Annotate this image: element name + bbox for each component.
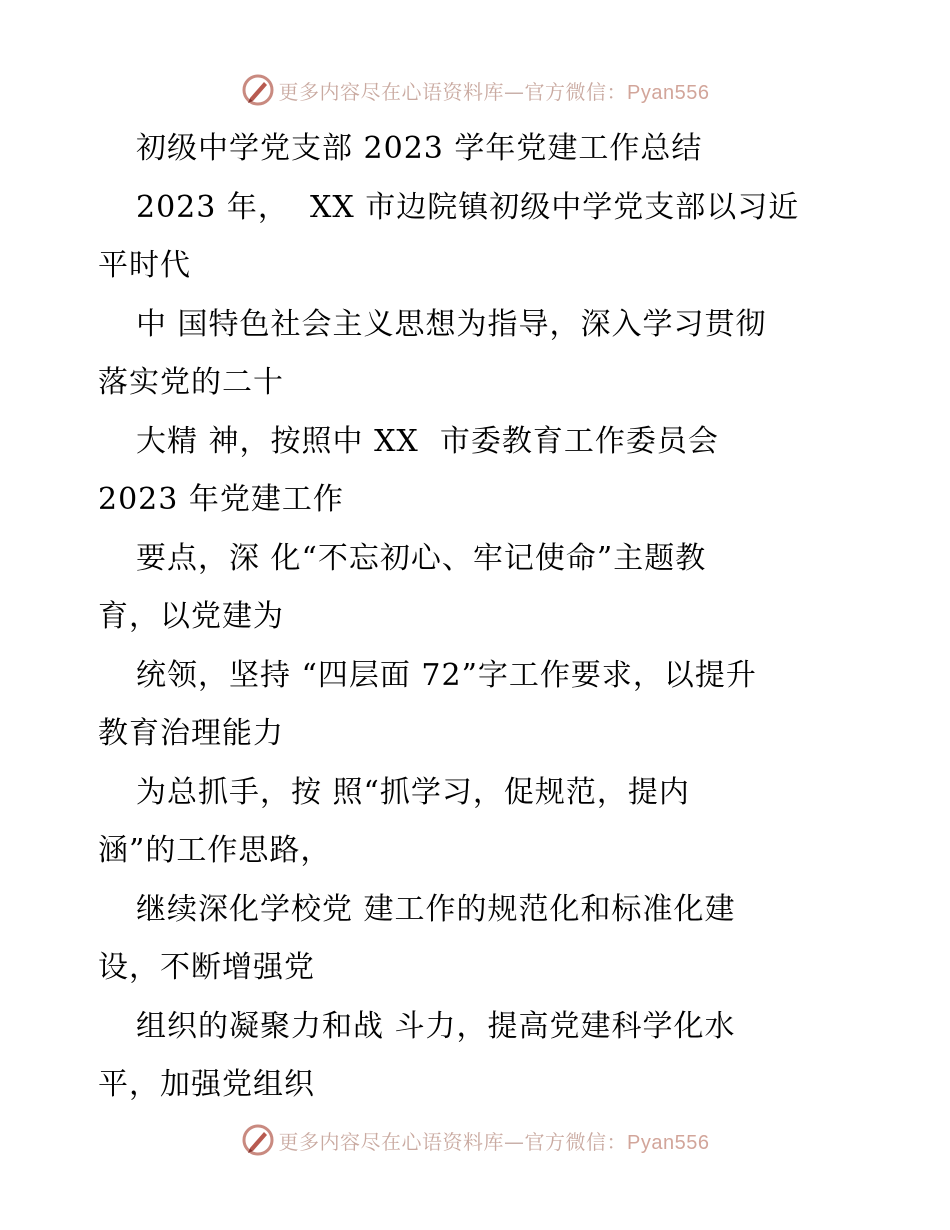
text-line: 教育治理能力 [98, 716, 284, 751]
text-line: 设，不断增强党 [98, 950, 315, 985]
document-body [98, 120, 858, 1115]
watermark-text: 更多内容尽在心语资料库—官方微信：Pyan556 [278, 79, 710, 104]
watermark-header [0, 70, 950, 110]
text-line: 育，以党建为 [98, 599, 284, 634]
text-line: 大精 神，按照中 XX 市委教育工作委员会 [136, 423, 719, 459]
watermark-footer [0, 1120, 950, 1160]
red-pen-circle-logo-icon [241, 73, 275, 107]
text-line: 平，加强党组织 [98, 1067, 315, 1102]
text-line: 落实党的二十 [98, 365, 284, 400]
text-line: 2023 年， XX 市边院镇初级中学党支部以习近 [136, 189, 800, 225]
text-line: 统领，坚持 “四层面 72”字工作要求，以提升 [136, 657, 757, 693]
text-line: 组织的凝聚力和战 斗力，提高党建科学化水 [136, 1008, 736, 1044]
text-line: 中 国特色社会主义思想为指导，深入学习贯彻 [136, 306, 767, 342]
watermark-text: 更多内容尽在心语资料库—官方微信：Pyan556 [278, 1129, 710, 1154]
text-line: 继续深化学校党 建工作的规范化和标准化建 [136, 891, 736, 927]
red-pen-circle-logo-icon [241, 1123, 275, 1157]
text-line: 平时代 [98, 248, 191, 283]
text-line: 要点，深 化“不忘初心、牢记使命”主题教 [136, 540, 707, 576]
text-line: 初级中学党支部 2023 学年党建工作总结 [136, 131, 703, 166]
text-line: 涵”的工作思路， [98, 833, 332, 868]
text-line: 2023 年党建工作 [98, 482, 344, 517]
text-line: 为总抓手，按 照“抓学习，促规范，提内 [136, 774, 690, 810]
